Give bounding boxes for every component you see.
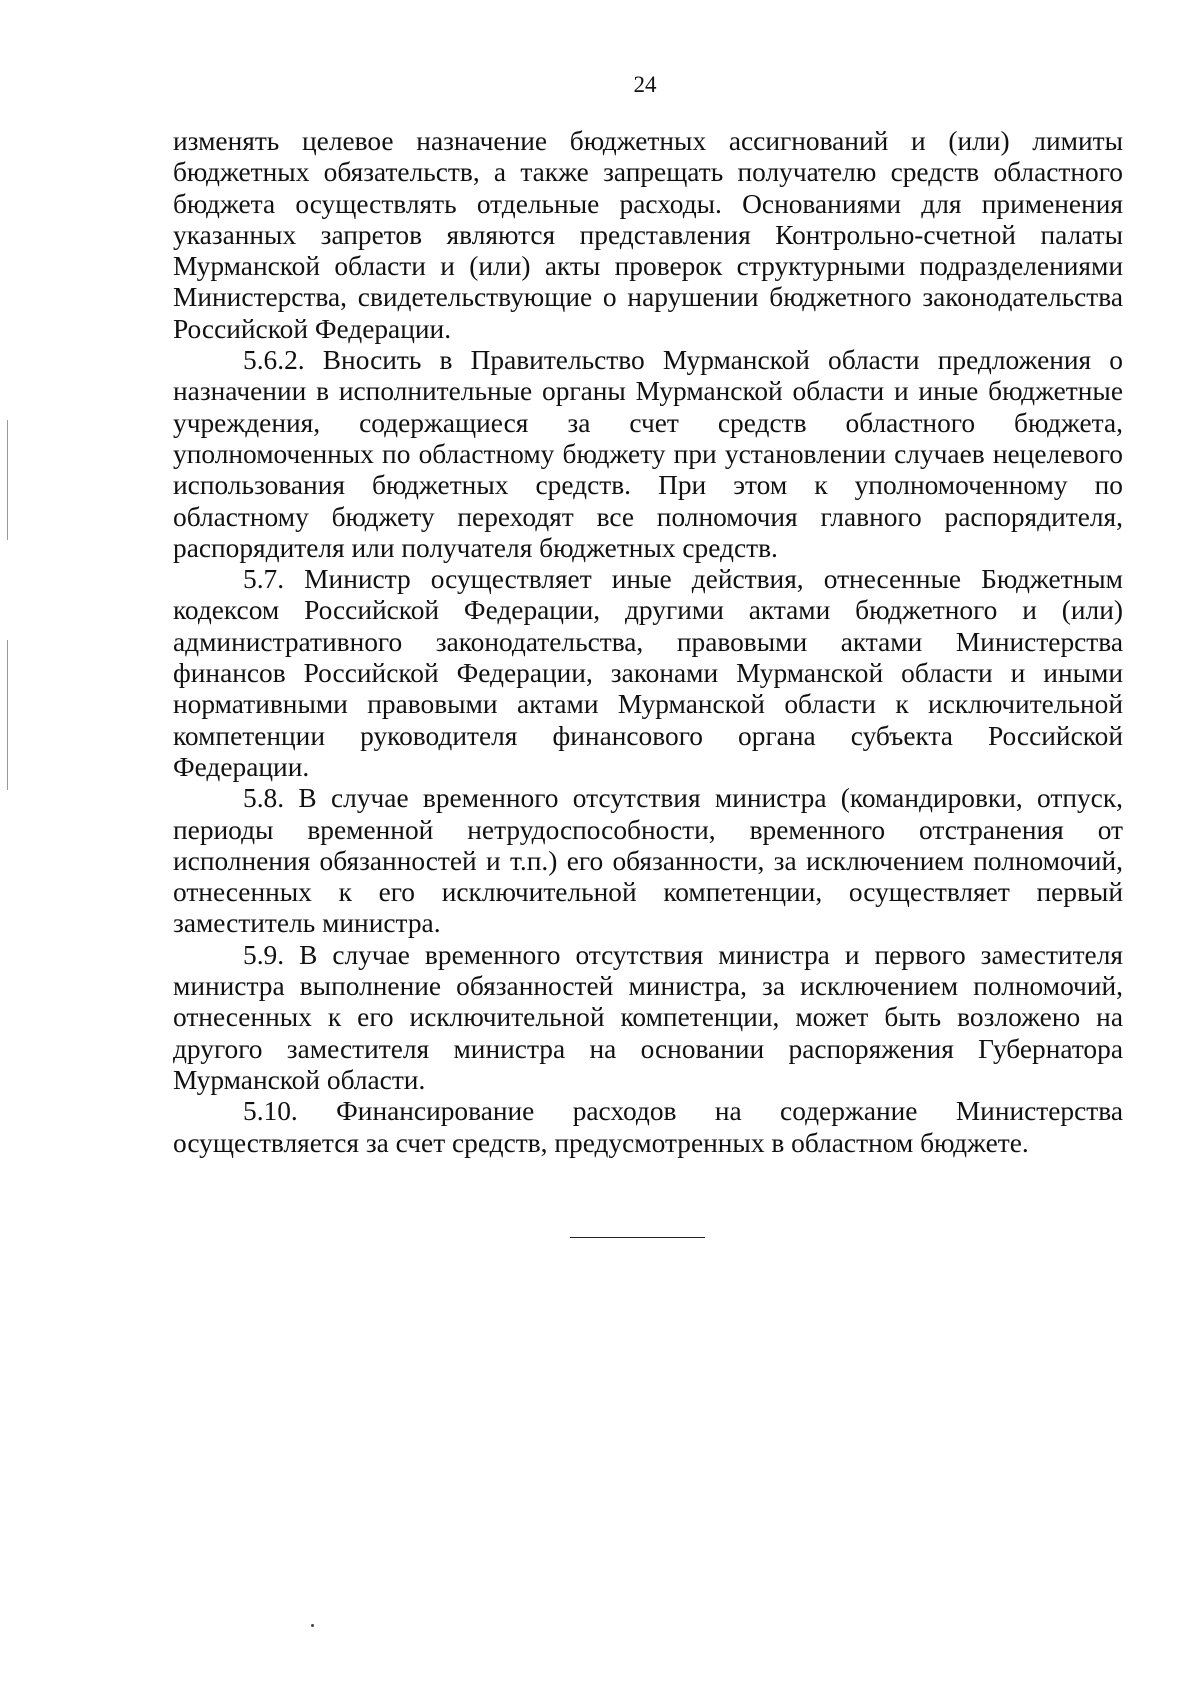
paragraph-5-6-2: 5.6.2. Вносить в Правительство Мурманской области предложения о назначении в исполнительные органы Мурманской области и иные бюджетные учреждения, содержащиеся за счет средств областного бюджета, уполномоченных по областному бюджету при установлении случаев нецелевого использования бюджетных средств. При этом к уполномоченному по областному бюджету переходят все полномочия главного распорядителя, распорядителя или получателя бюджетных средств.	[173, 345, 1123, 563]
paragraph-5-7: 5.7. Министр осуществляет иные действия, отнесенные Бюджетным кодексом Российской Федерации, другими актами бюджетного и (или) административного законодательства, правовыми актами Министерства финансов Российской Федерации, законами Мурманской области и иными нормативными правовыми актами Мурманской области к исключительной компетенции руководителя финансового органа субъекта Российской Федерации.	[173, 564, 1123, 782]
scan-margin-mark	[7, 420, 8, 540]
paragraph-5-8: 5.8. В случае временного отсутствия министра (командировки, отпуск, периоды временной нетрудоспособности, временного отстранения от исполнения обязанностей и т.п.) его обязанности, за исключением полномочий, отнесенных к его исключительной компетенции, осуществляет первый заместитель министра.	[173, 783, 1123, 939]
document-body	[173, 126, 1123, 1159]
paragraph-5-10: 5.10. Финансирование расходов на содержание Министерства осуществляется за счет средств, предусмотренных в областном бюджете.	[173, 1096, 1123, 1158]
end-of-text-rule	[570, 1237, 705, 1238]
paragraph-5-9: 5.9. В случае временного отсутствия министра и первого заместителя министра выполнение обязанностей министра, за исключением полномочий, отнесенных к его исключительной компетенции, может быть возложено на другого заместителя министра на основании распоряжения Губернатора Мурманской области.	[173, 939, 1123, 1095]
page-number: 24	[633, 72, 657, 97]
scan-speck	[311, 1624, 314, 1627]
scan-margin-mark	[7, 640, 8, 790]
paragraph-continuation: изменять целевое назначение бюджетных ассигнований и (или) лимиты бюджетных обязательств, а также запрещать получателю средств областного бюджета осуществлять отдельные расходы. Основаниями для применения указанных запретов являются представления Контрольно-счетной палаты Мурманской области и (или) акты проверок структурными подразделениями Министерства, свидетельствующие о нарушении бюджетного законодательства Российской Федерации.	[173, 126, 1123, 344]
